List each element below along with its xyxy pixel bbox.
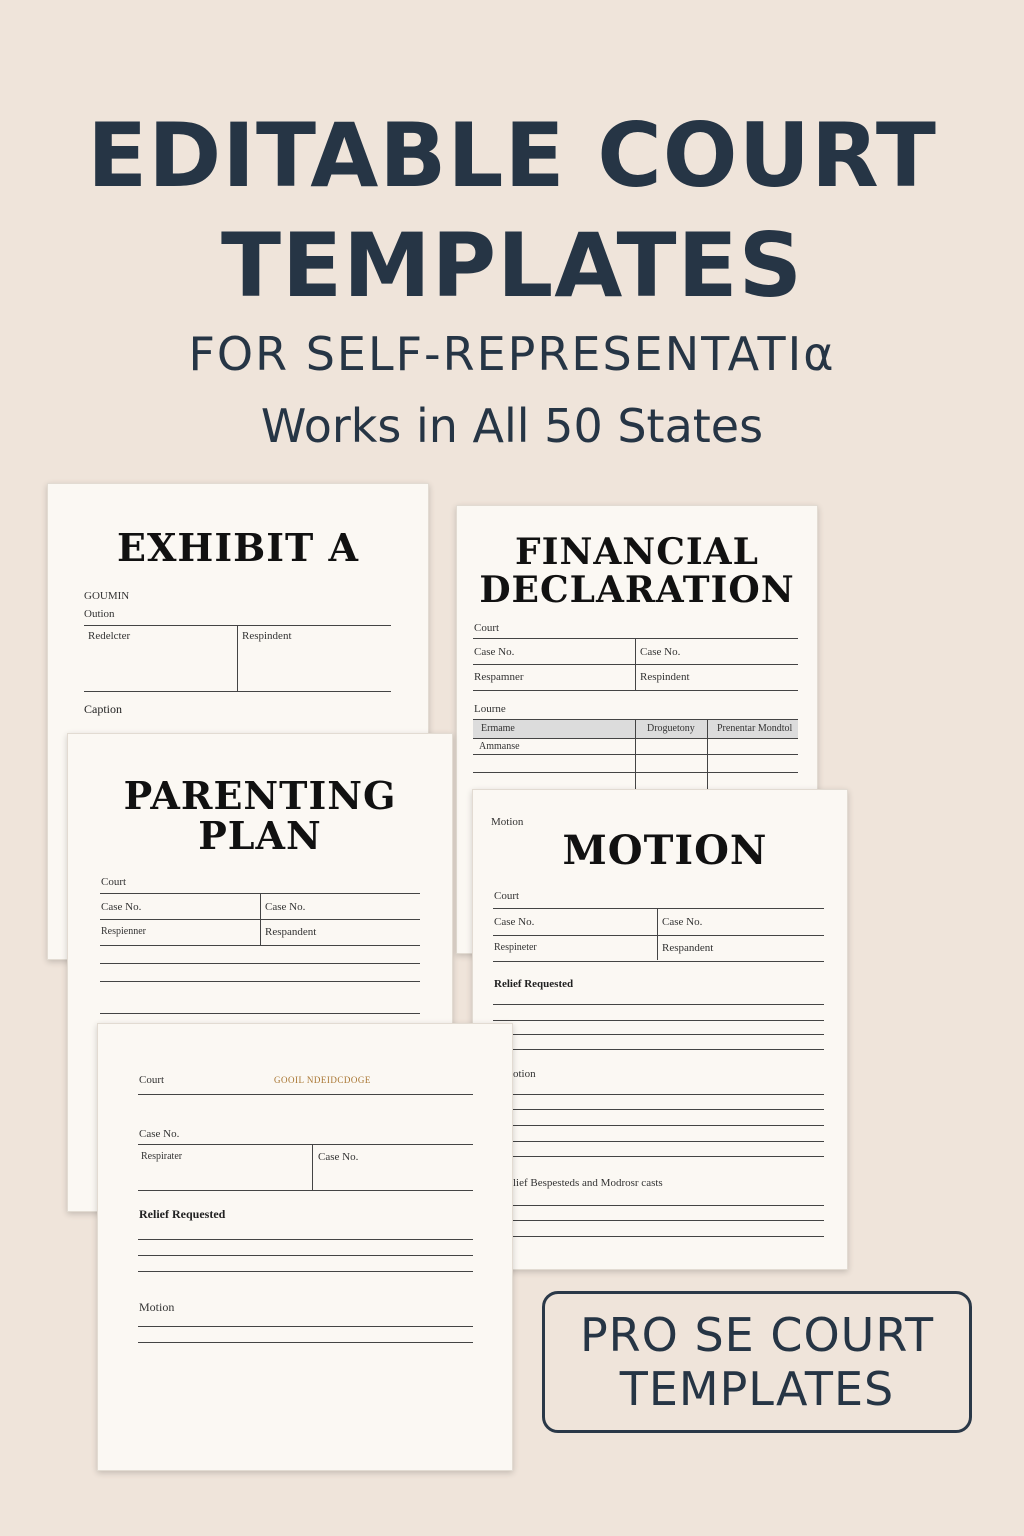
financial-table-header-cell: Ermame bbox=[481, 723, 515, 734]
exhibit-right-cell: Respindent bbox=[242, 630, 292, 642]
financial-title-line2: DECLARATION bbox=[479, 569, 795, 611]
badge-line2: TEMPLATES bbox=[619, 1362, 895, 1416]
main-title-line1: EDITABLE COURT bbox=[87, 104, 937, 207]
financial-table-divider bbox=[707, 719, 708, 799]
motion-rule bbox=[493, 961, 824, 962]
financial-case-left: Case No. bbox=[474, 646, 515, 658]
financial-table-divider bbox=[635, 719, 636, 799]
motion-rule bbox=[493, 935, 824, 936]
motion-rule bbox=[513, 1236, 824, 1237]
motion-rule bbox=[513, 1125, 824, 1126]
parenting-title-line1: PARENTING bbox=[123, 773, 397, 818]
motion-rule bbox=[493, 1004, 824, 1005]
parenting-party-left: Respienner bbox=[101, 926, 146, 937]
parenting-rule bbox=[100, 981, 420, 982]
motion-rule bbox=[493, 1034, 824, 1035]
exhibit-a-title: EXHIBIT A bbox=[116, 525, 359, 570]
front-relief-label: Relief Requested bbox=[139, 1207, 226, 1221]
front-rule bbox=[138, 1190, 473, 1191]
exhibit-divider bbox=[237, 625, 238, 691]
motion-motion-label: otion bbox=[513, 1068, 536, 1080]
financial-court: Court bbox=[474, 622, 500, 634]
exhibit-left-cell: Redelcter bbox=[88, 630, 131, 642]
front-rule bbox=[138, 1144, 473, 1145]
financial-party-left: Respamner bbox=[474, 671, 524, 683]
parenting-rule bbox=[100, 919, 420, 920]
front-rule bbox=[138, 1255, 473, 1256]
subtitle: FOR SELF-REPRESENTATIα bbox=[188, 327, 836, 381]
pro-se-badge bbox=[542, 1291, 972, 1433]
exhibit-label-1: GOUMIN bbox=[84, 590, 130, 602]
exhibit-rule bbox=[84, 691, 391, 692]
motion-rule bbox=[513, 1109, 824, 1110]
motion-sheet bbox=[472, 789, 848, 1270]
motion-rule bbox=[513, 1220, 824, 1221]
exhibit-label-2: Oution bbox=[84, 608, 115, 620]
front-rule bbox=[138, 1271, 473, 1272]
front-divider bbox=[312, 1144, 313, 1190]
financial-table-header-cell: Droguetony bbox=[647, 723, 695, 734]
front-party-left: Respirater bbox=[141, 1151, 183, 1162]
financial-table-rule bbox=[473, 754, 798, 755]
front-rule bbox=[138, 1326, 473, 1327]
motion-rule bbox=[493, 1020, 824, 1021]
blank-form-sheet bbox=[97, 1023, 513, 1471]
exhibit-caption: Caption bbox=[84, 702, 122, 716]
motion-title: MOTION bbox=[562, 827, 768, 874]
front-case-right: Case No. bbox=[318, 1151, 359, 1163]
motion-rule bbox=[513, 1156, 824, 1157]
financial-rule bbox=[473, 664, 798, 665]
motion-rule bbox=[493, 908, 824, 909]
financial-table-header-cell: Prenentar Mondtol bbox=[717, 723, 793, 734]
motion-case-left: Case No. bbox=[494, 916, 535, 928]
tagline: Works in All 50 States bbox=[260, 399, 764, 453]
front-motion-label: Motion bbox=[139, 1300, 175, 1314]
front-rule bbox=[138, 1239, 473, 1240]
financial-title-line1: FINANCIAL bbox=[515, 531, 759, 573]
front-rule bbox=[138, 1094, 473, 1095]
parenting-case-left: Case No. bbox=[101, 901, 142, 913]
motion-rule bbox=[513, 1141, 824, 1142]
parenting-title-line2: PLAN bbox=[198, 813, 322, 858]
parenting-court: Court bbox=[101, 876, 127, 888]
motion-rule bbox=[513, 1094, 824, 1095]
parenting-party-right: Respandent bbox=[265, 926, 317, 938]
parenting-rule bbox=[100, 1013, 420, 1014]
front-rule bbox=[138, 1342, 473, 1343]
motion-relief2-label: lief Bespesteds and Modrosr casts bbox=[513, 1177, 663, 1189]
motion-court: Court bbox=[494, 890, 520, 902]
motion-relief-label: Relief Requested bbox=[494, 978, 574, 990]
financial-income-label: Lournе bbox=[474, 703, 506, 715]
motion-small-label: Motion bbox=[491, 816, 524, 828]
parenting-rule bbox=[100, 963, 420, 964]
motion-divider bbox=[657, 908, 658, 960]
financial-table-rule bbox=[473, 772, 798, 773]
motion-case-right: Case No. bbox=[662, 916, 703, 928]
motion-party-right: Respandent bbox=[662, 942, 714, 954]
parenting-case-right: Case No. bbox=[265, 901, 306, 913]
motion-rule bbox=[493, 1049, 824, 1050]
financial-table-row-label: Ammanse bbox=[479, 741, 520, 752]
badge-line1: PRO SE COURT bbox=[579, 1308, 935, 1362]
parenting-rule bbox=[100, 945, 420, 946]
front-court: Court bbox=[139, 1074, 165, 1086]
front-case-no: Case No. bbox=[139, 1128, 180, 1140]
front-header-text: GOOIL NDEIDCDOGE bbox=[274, 1075, 371, 1085]
financial-case-right: Case No. bbox=[640, 646, 681, 658]
financial-rule bbox=[473, 690, 798, 691]
motion-rule bbox=[513, 1205, 824, 1206]
main-title-line2: TEMPLATES bbox=[220, 214, 804, 317]
financial-party-right: Respindent bbox=[640, 671, 690, 683]
motion-party-left: Respineter bbox=[494, 942, 537, 953]
